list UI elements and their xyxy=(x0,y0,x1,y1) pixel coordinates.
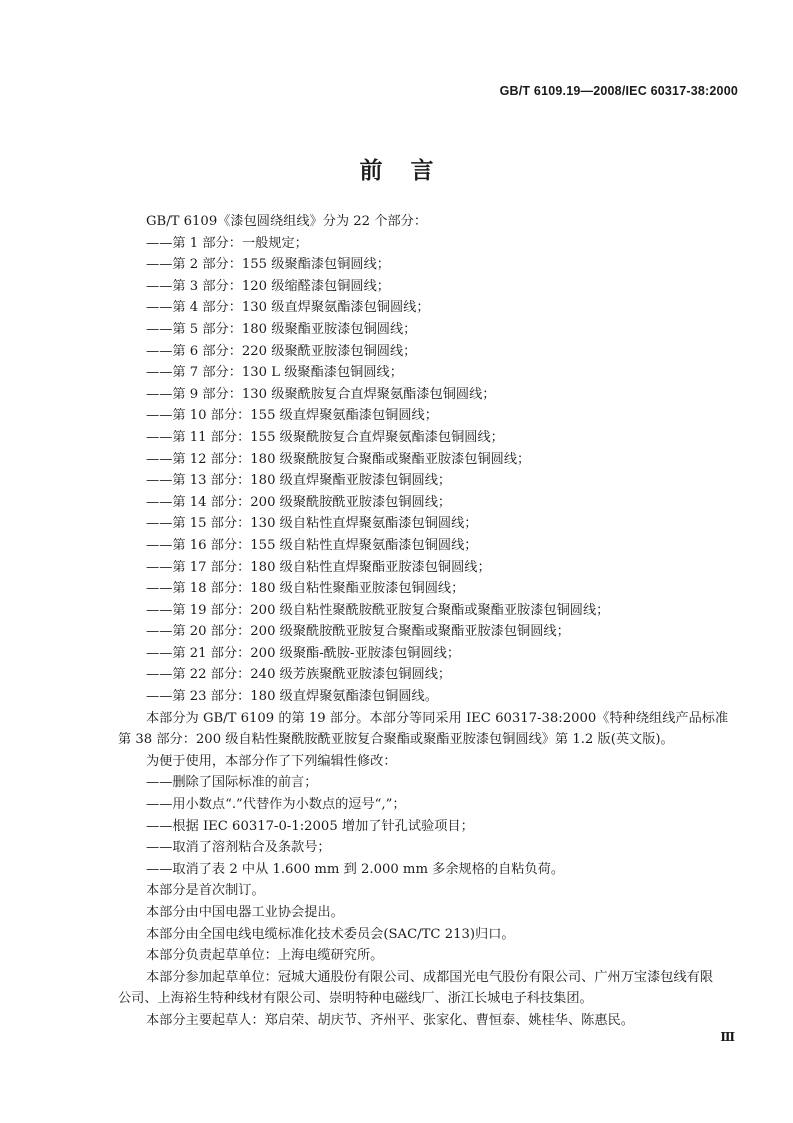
edit-item: ——用小数点“.”代替作为小数点的逗号“,”； xyxy=(146,797,406,813)
proposed-by-paragraph: 本部分由中国电器工业协会提出。 xyxy=(146,905,344,920)
part-item: ——第 14 部分：200 级聚酰胺酰亚胺漆包铜圆线； xyxy=(146,494,452,510)
first-issue-paragraph: 本部分是首次制订。 xyxy=(146,883,265,899)
participants-paragraph-line1: 本部分参加起草单位：冠城大通股份有限公司、成都国光电气股份有限公司、广州万宝漆包线有限 xyxy=(146,969,714,985)
participants-paragraph-line2: 公司、上海裕生特种线材有限公司、崇明特种电磁线厂、浙江长城电子科技集团。 xyxy=(118,991,593,1007)
part-item: ——第 10 部分：155 级直焊聚氨酯漆包铜圆线； xyxy=(146,408,438,424)
part-item: ——第 9 部分：130 级聚酰胺复合直焊聚氨酯漆包铜圆线； xyxy=(146,386,496,402)
part-item: ——第 23 部分：180 级直焊聚氨酯漆包铜圆线。 xyxy=(146,689,438,705)
part-item: ——第 19 部分：200 级自粘性聚酰胺酰亚胺复合聚酯或聚酯亚胺漆包铜圆线； xyxy=(146,602,610,618)
drafters-paragraph: 本部分主要起草人：郑启荣、胡庆节、齐州平、张家化、曹恒泰、姚桂华、陈惠民。 xyxy=(146,1012,634,1028)
page-title: 前言 xyxy=(359,158,462,184)
part-item: ——第 20 部分：200 级聚酰胺酰亚胺复合聚酯或聚酯亚胺漆包铜圆线； xyxy=(146,624,570,640)
part-item: ——第 13 部分：180 级直焊聚酯亚胺漆包铜圆线； xyxy=(146,473,452,489)
part-item: ——第 7 部分：130 L 级聚酯漆包铜圆线； xyxy=(146,365,403,381)
responsible-unit-paragraph: 本部分负责起草单位：上海电缆研究所。 xyxy=(146,948,384,964)
part-item: ——第 1 部分：一般规定； xyxy=(146,235,308,251)
standard-code-header: GB/T 6109.19—2008/IEC 60317-38:2000 xyxy=(499,84,738,98)
part-item: ——第 15 部分：130 级自粘性直焊聚氨酯漆包铜圆线； xyxy=(146,516,478,532)
edit-item: ——删除了国际标准的前言； xyxy=(146,775,318,791)
edit-item: ——取消了表 2 中从 1.600 mm 到 2.000 mm 多余规格的自粘负荷。 xyxy=(146,861,565,877)
part-item: ——第 16 部分：155 级自粘性直焊聚氨酯漆包铜圆线； xyxy=(146,537,478,553)
parts-list xyxy=(118,233,758,708)
edit-item: ——根据 IEC 60317-0-1:2005 增加了针孔试验项目； xyxy=(146,818,474,834)
intro-paragraph: GB/T 6109《漆包圆绕组线》分为 22 个部分： xyxy=(146,214,428,229)
part-item: ——第 17 部分：180 级自粘性直焊聚酯亚胺漆包铜圆线； xyxy=(146,559,491,575)
foreword-body xyxy=(118,211,758,1032)
edits-intro: 为便于使用，本部分作了下列编辑性修改： xyxy=(146,753,397,769)
part-item: ——第 3 部分：120 级缩醛漆包铜圆线； xyxy=(146,278,390,294)
edits-list xyxy=(118,772,758,880)
part-item: ——第 12 部分：180 级聚酰胺复合聚酯或聚酯亚胺漆包铜圆线； xyxy=(146,451,531,467)
part-item: ——第 6 部分：220 级聚酰亚胺漆包铜圆线； xyxy=(146,343,417,359)
part-item: ——第 11 部分：155 级聚酰胺复合直焊聚氨酯漆包铜圆线； xyxy=(146,429,504,445)
centralized-by-paragraph: 本部分由全国电线电缆标准化技术委员会(SAC/TC 213)归口。 xyxy=(146,926,515,942)
part-item: ——第 22 部分：240 级芳族聚酰亚胺漆包铜圆线； xyxy=(146,667,452,683)
adoption-paragraph-line2: 第 38 部分：200 级自粘性聚酰胺酰亚胺复合聚酯或聚酯亚胺漆包铜圆线》第 1.2 版(英文版)。 xyxy=(118,732,674,748)
part-item: ——第 21 部分：200 级聚酯-酰胺-亚胺漆包铜圆线； xyxy=(146,645,461,661)
page-number: Ⅲ xyxy=(720,1030,735,1044)
part-item: ——第 2 部分：155 级聚酯漆包铜圆线； xyxy=(146,257,390,273)
adoption-paragraph-line1: 本部分为 GB/T 6109 的第 19 部分。本部分等同采用 IEC 60317-38:2000《特种绕组线产品标准 xyxy=(146,710,729,726)
edit-item: ——取消了溶剂粘合及条款号； xyxy=(146,840,331,856)
part-item: ——第 5 部分：180 级聚酯亚胺漆包铜圆线； xyxy=(146,321,417,337)
part-item: ——第 18 部分：180 级自粘性聚酯亚胺漆包铜圆线； xyxy=(146,581,465,597)
part-item: ——第 4 部分：130 级直焊聚氨酯漆包铜圆线； xyxy=(146,300,430,316)
